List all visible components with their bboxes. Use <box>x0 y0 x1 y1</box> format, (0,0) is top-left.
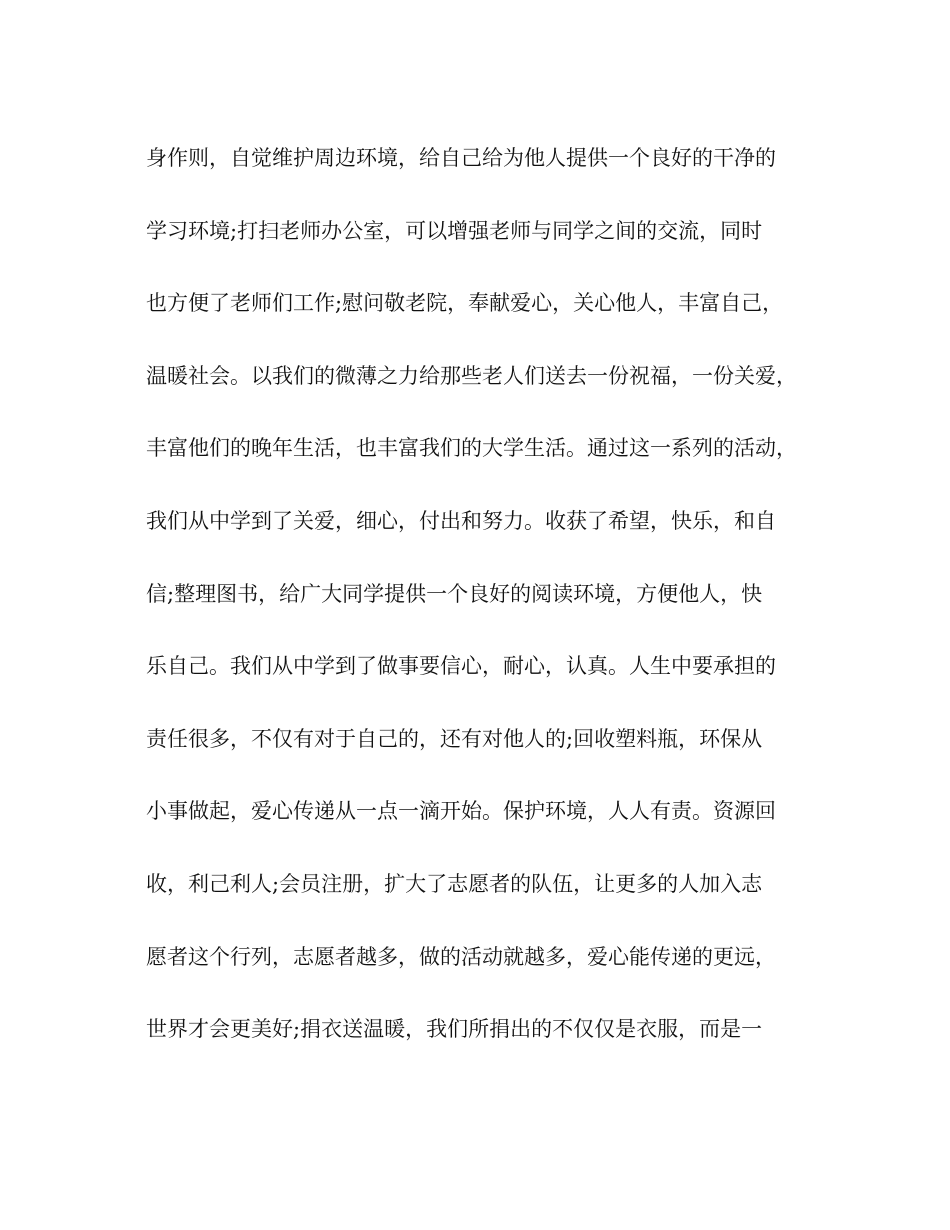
text-line: 乐自己。我们从中学到了做事要信心，耐心，认真。人生中要承担的 <box>146 654 776 679</box>
text-line: 信;整理图书，给广大同学提供一个良好的阅读环境，方便他人，快 <box>146 581 763 606</box>
text-line: 愿者这个行列，志愿者越多，做的活动就越多，爱心能传递的更远， <box>146 944 776 969</box>
text-line: 世界才会更美好;捐衣送温暖，我们所捐出的不仅仅是衣服，而是一 <box>146 1017 763 1042</box>
text-line: 我们从中学到了关爱，细心，付出和努力。收获了希望，快乐，和自 <box>146 508 776 533</box>
text-line: 身作则，自觉维护周边环境，给自己给为他人提供一个良好的干净的 <box>146 146 776 170</box>
body-text <box>146 140 816 1084</box>
text-line: 责任很多，不仅有对于自己的，还有对他人的;回收塑料瓶，环保从 <box>146 726 763 751</box>
text-line: 小事做起，爱心传递从一点一滴开始。保护环境，人人有责。资源回 <box>146 799 776 824</box>
text-line: 学习环境;打扫老师办公室，可以增强老师与同学之间的交流，同时 <box>146 218 763 243</box>
text-line: 温暖社会。以我们的微薄之力给那些老人们送去一份祝福，一份关爱， <box>146 363 797 388</box>
text-line: 收，利己利人;会员注册，扩大了志愿者的队伍，让更多的人加入志 <box>146 871 763 896</box>
text-line: 丰富他们的晚年生活，也丰富我们的大学生活。通过这一系列的活动， <box>146 436 797 461</box>
text-line: 也方便了老师们工作;慰问敬老院，奉献爱心，关心他人，丰富自己， <box>146 291 784 316</box>
